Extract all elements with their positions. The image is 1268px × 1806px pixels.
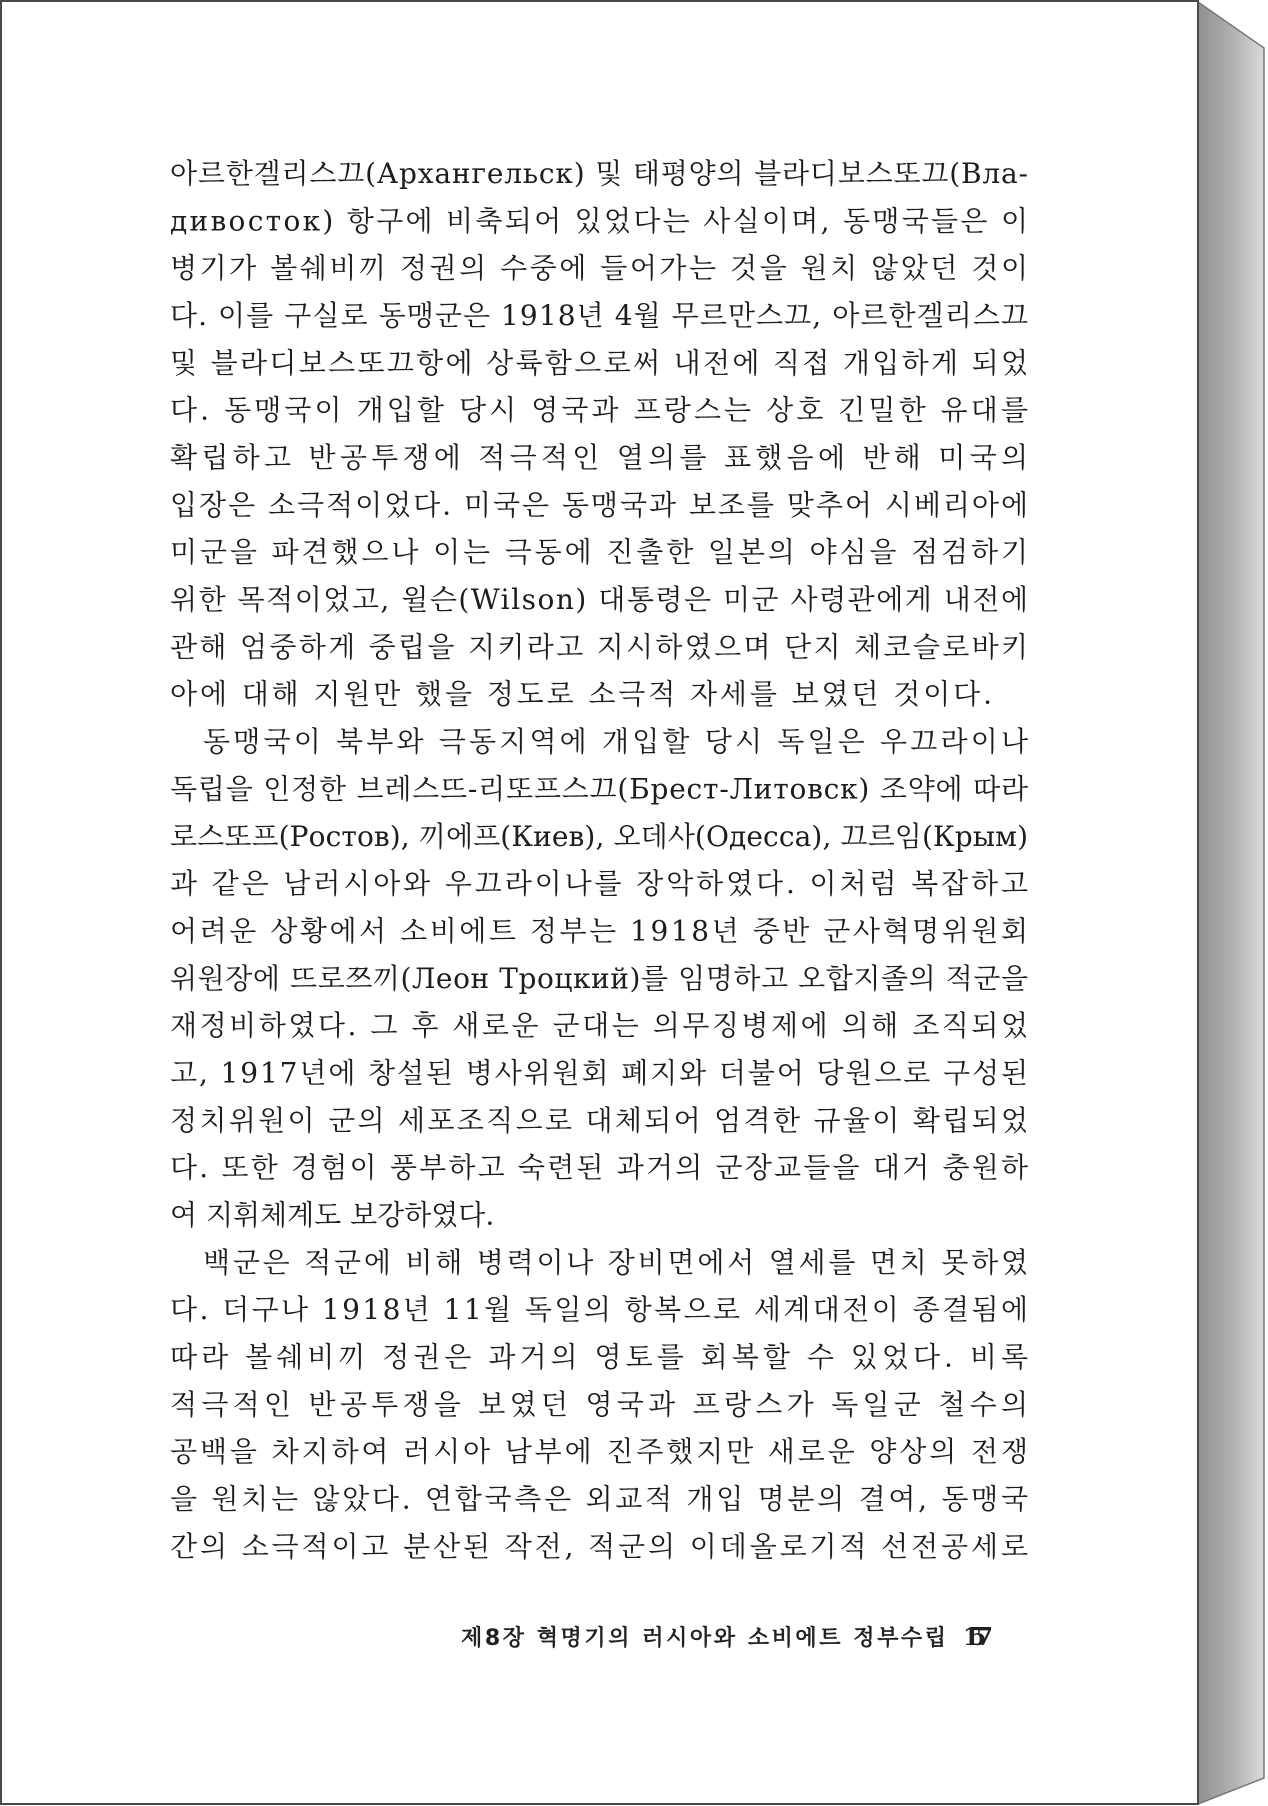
body-text-line: 동맹국이 북부와 극동지역에 개입할 당시 독일은 우끄라이나	[203, 725, 1028, 759]
body-text-line: 독립을 인정한 브레스뜨-리또프스끄(Брест-Литовск) 조약에 따라	[170, 772, 1028, 806]
body-text-line: 다. 또한 경험이 풍부하고 숙련된 과거의 군장교들을 대거 충원하	[170, 1151, 1028, 1185]
body-text-line: 백군은 적군에 비해 병력이나 장비면에서 열세를 면치 못하였	[203, 1245, 1028, 1279]
body-text-line: 다. 이를 구실로 동맹군은 1918년 4월 무르만스끄, 아르한겔리스끄	[170, 299, 1028, 332]
body-text-line: 고, 1917년에 창설된 병사위원회 폐지와 더불어 당원으로 구성된	[170, 1056, 1028, 1090]
body-text-line: 미군을 파견했으나 이는 극동에 진출한 일본의 야심을 점검하기	[170, 535, 1028, 569]
body-text-line: 어려운 상황에서 소비에트 정부는 1918년 중반 군사혁명위원회	[170, 914, 1028, 948]
body-text-line: 아에 대해 지원만 했을 정도로 소극적 자세를 보였던 것이다.	[170, 677, 992, 711]
body-text-line: 여 지휘체계도 보강하였다.	[170, 1198, 495, 1232]
page-stack-edge	[1198, 2, 1264, 1804]
paragraph-2	[170, 725, 1028, 1231]
page-number: 157	[963, 1622, 993, 1651]
body-text-line: 관해 엄중하게 중립을 지키라고 지시하였으며 단지 체코슬로바키	[170, 630, 1028, 664]
body-text-line: 공백을 차지하여 러시아 남부에 진주했지만 새로운 양상의 전쟁	[170, 1435, 1028, 1469]
body-text-line: 위한 목적이었고, 윌슨(Wilson) 대통령은 미군 사령관에게 내전에	[170, 583, 1028, 617]
body-text-line: 간의 소극적이고 분산된 작전, 적군의 이데올로기적 선전공세로	[170, 1529, 1028, 1563]
body-text-line: 적극적인 반공투쟁을 보였던 영국과 프랑스가 독일군 철수의	[170, 1387, 1028, 1421]
body-text-line: 위원장에 뜨로쯔끼(Леон Троцкий)를 임명하고 오합지졸의 적군을	[170, 961, 1028, 995]
body-text-line: 과 같은 남러시아와 우끄라이나를 장악하였다. 이처럼 복잡하고	[170, 867, 1028, 901]
body-text-line: дивосток) 항구에 비축되어 있었다는 사실이며, 동맹국들은 이	[170, 204, 1028, 238]
body-text-line: 정치위원이 군의 세포조직으로 대체되어 엄격한 규율이 확립되었	[170, 1103, 1028, 1137]
body-text-line: 병기가 볼쉐비끼 정권의 수중에 들어가는 것을 원치 않았던 것이	[170, 251, 1028, 285]
body-text-line: 재정비하였다. 그 후 새로운 군대는 의무징병제에 의해 조직되었	[170, 1009, 1028, 1043]
body-text-line: 을 원치는 않았다. 연합국측은 외교적 개입 명분의 결여, 동맹국	[170, 1482, 1028, 1516]
body-text-line: 입장은 소극적이었다. 미국은 동맹국과 보조를 맞추어 시베리아에	[170, 488, 1028, 522]
running-footer	[461, 1622, 993, 1651]
body-text-line: 아르한겔리스끄(Архангельск) 및 태평양의 블라디보스또끄(Вла-	[170, 157, 1028, 190]
body-text-line: 다. 더구나 1918년 11월 독일의 항복으로 세계대전이 종결됨에	[170, 1293, 1028, 1327]
body-text-line: 확립하고 반공투쟁에 적극적인 열의를 표했음에 반해 미국의	[170, 441, 1028, 474]
body-text-line: 로스또프(Ростов), 끼에프(Киев), 오데사(Одесса), 끄르임(Крым)	[170, 819, 1028, 853]
body-text-line: 따라 볼쉐비끼 정권은 과거의 영토를 회복할 수 있었다. 비록	[170, 1340, 1028, 1374]
body-text-line: 다. 동맹국이 개입할 당시 영국과 프랑스는 상호 긴밀한 유대를	[170, 393, 1028, 427]
running-footer-chapter-title: 제8장 혁명기의 러시아와 소비에트 정부수립	[461, 1626, 946, 1651]
body-text-line: 및 블라디보스또끄항에 상륙함으로써 내전에 직접 개입하게 되었	[170, 346, 1028, 380]
